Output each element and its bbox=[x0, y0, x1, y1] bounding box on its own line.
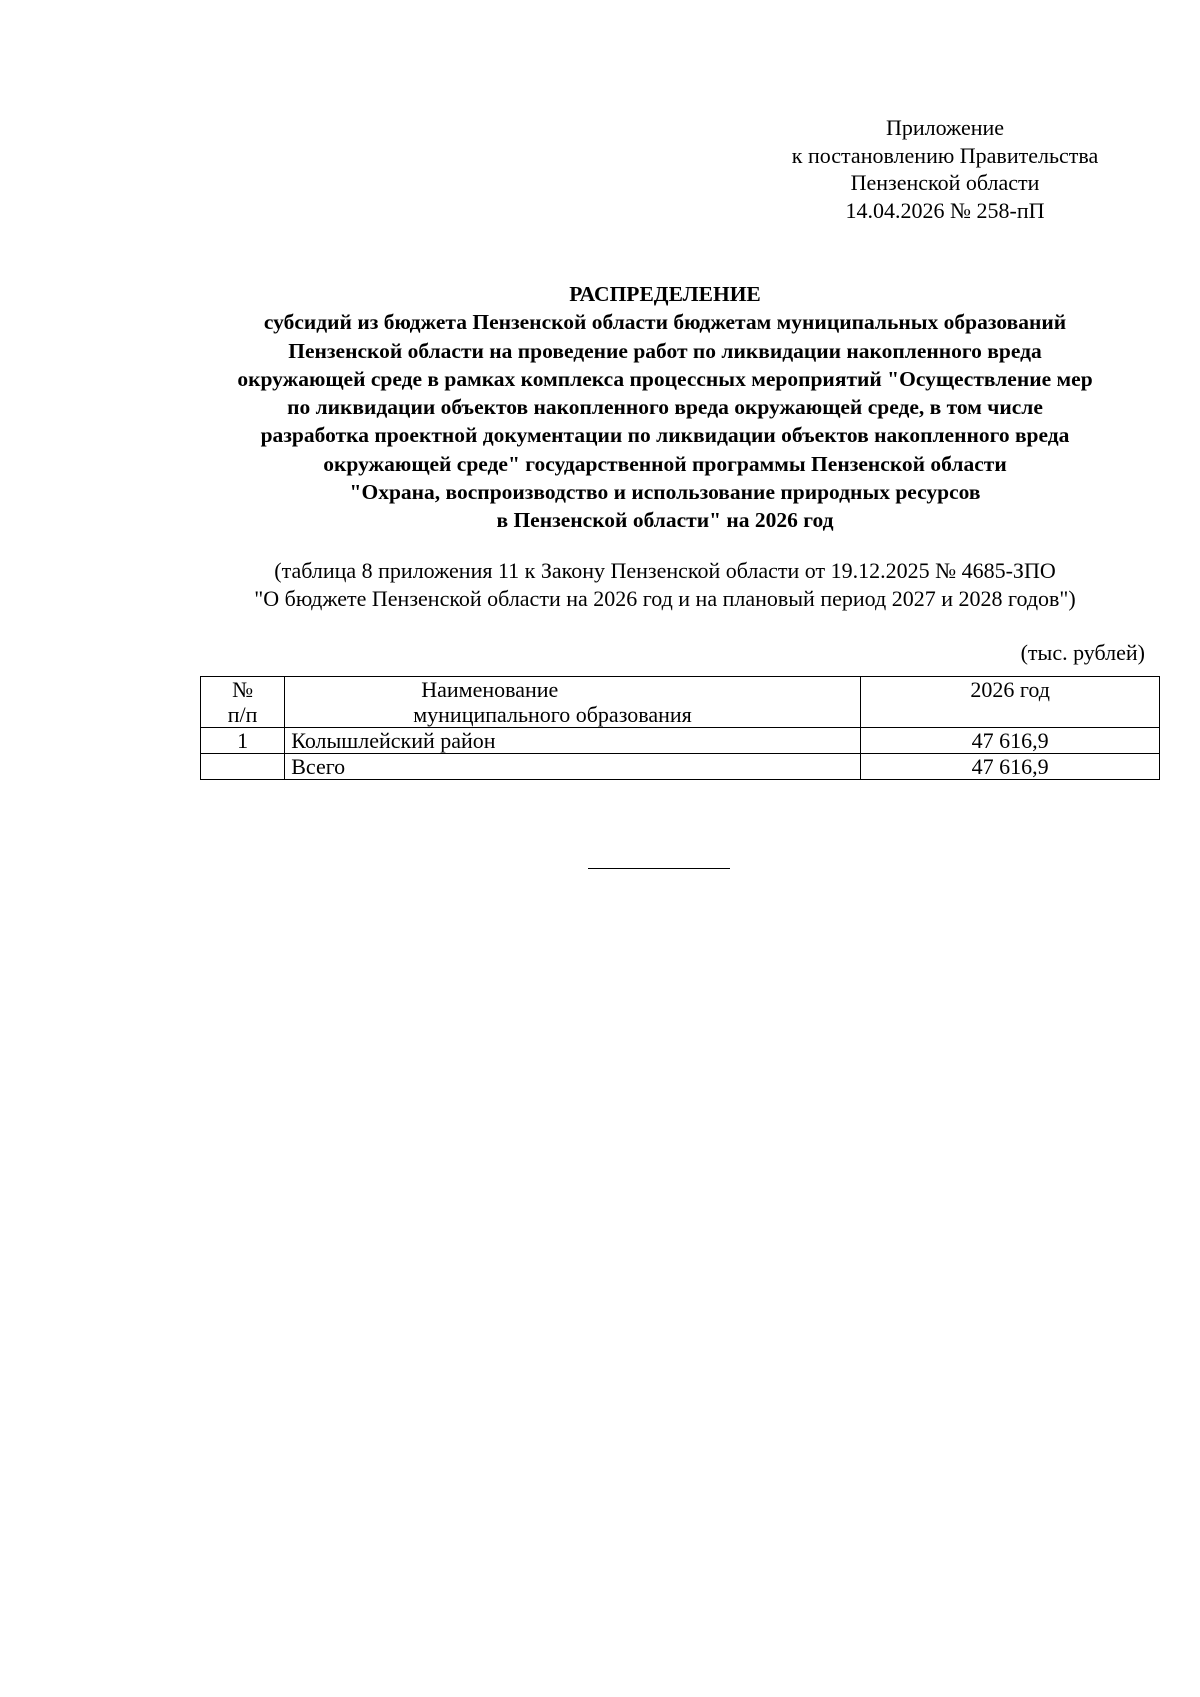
heading-line: окружающей среде" государственной программы Пензенской области bbox=[323, 451, 1007, 476]
header-number-line: п/п bbox=[227, 702, 258, 727]
row-total-label: Всего bbox=[285, 754, 861, 780]
heading-line: по ликвидации объектов накопленного вреда окружающей среде, в том числе bbox=[287, 395, 1043, 420]
row-amount: 47 616,9 bbox=[861, 728, 1160, 754]
header-name-line: муниципального образования bbox=[413, 702, 692, 727]
table-row-total bbox=[201, 754, 1160, 780]
annex-date-number: 14.04.2026 № 258-пП bbox=[845, 197, 1045, 223]
heading-line: в Пензенской области" на 2026 год bbox=[496, 508, 834, 533]
annex-line: Приложение bbox=[885, 115, 1005, 140]
end-separator-line bbox=[588, 868, 730, 869]
header-name-line: Наименование bbox=[421, 677, 559, 702]
source-line: (таблица 8 приложения 11 к Закону Пензенской области от 19.12.2025 № 4685-ЗПО bbox=[274, 558, 1056, 583]
heading-line: "Охрана, воспроизводство и использование природных ресурсов bbox=[349, 480, 981, 505]
annex-line: к постановлению Правительства bbox=[791, 142, 1099, 168]
row-number bbox=[201, 754, 285, 780]
distribution-table bbox=[200, 676, 1160, 780]
table-header-row bbox=[201, 677, 1160, 728]
table-row bbox=[201, 728, 1160, 754]
document-heading bbox=[160, 280, 1170, 535]
heading-line: субсидий из бюджета Пензенской области бюджетам муниципальных образований bbox=[263, 310, 1067, 335]
units-label: (тыс. рублей) bbox=[1020, 640, 1145, 665]
annex-block bbox=[760, 114, 1130, 224]
header-number bbox=[201, 677, 285, 728]
header-number-line: № bbox=[232, 677, 254, 702]
header-year: 2026 год bbox=[861, 677, 1160, 728]
header-name bbox=[285, 677, 861, 728]
source-line: "О бюджете Пензенской области на 2026 год и на плановый период 2027 и 2028 годов") bbox=[254, 586, 1076, 611]
heading-line: Пензенской области на проведение работ по ликвидации накопленного вреда bbox=[288, 338, 1042, 363]
heading-line: разработка проектной документации по ликвидации объектов накопленного вреда bbox=[260, 423, 1070, 448]
source-reference bbox=[160, 557, 1170, 613]
heading-line: окружающей среде в рамках комплекса процессных мероприятий "Осуществление мер bbox=[237, 366, 1093, 391]
row-total-amount: 47 616,9 bbox=[861, 754, 1160, 780]
document-title: РАСПРЕДЕЛЕНИЕ bbox=[569, 282, 761, 306]
annex-line: Пензенской области bbox=[850, 170, 1040, 195]
row-number: 1 bbox=[201, 728, 285, 754]
row-municipality: Колышлейский район bbox=[285, 728, 861, 754]
